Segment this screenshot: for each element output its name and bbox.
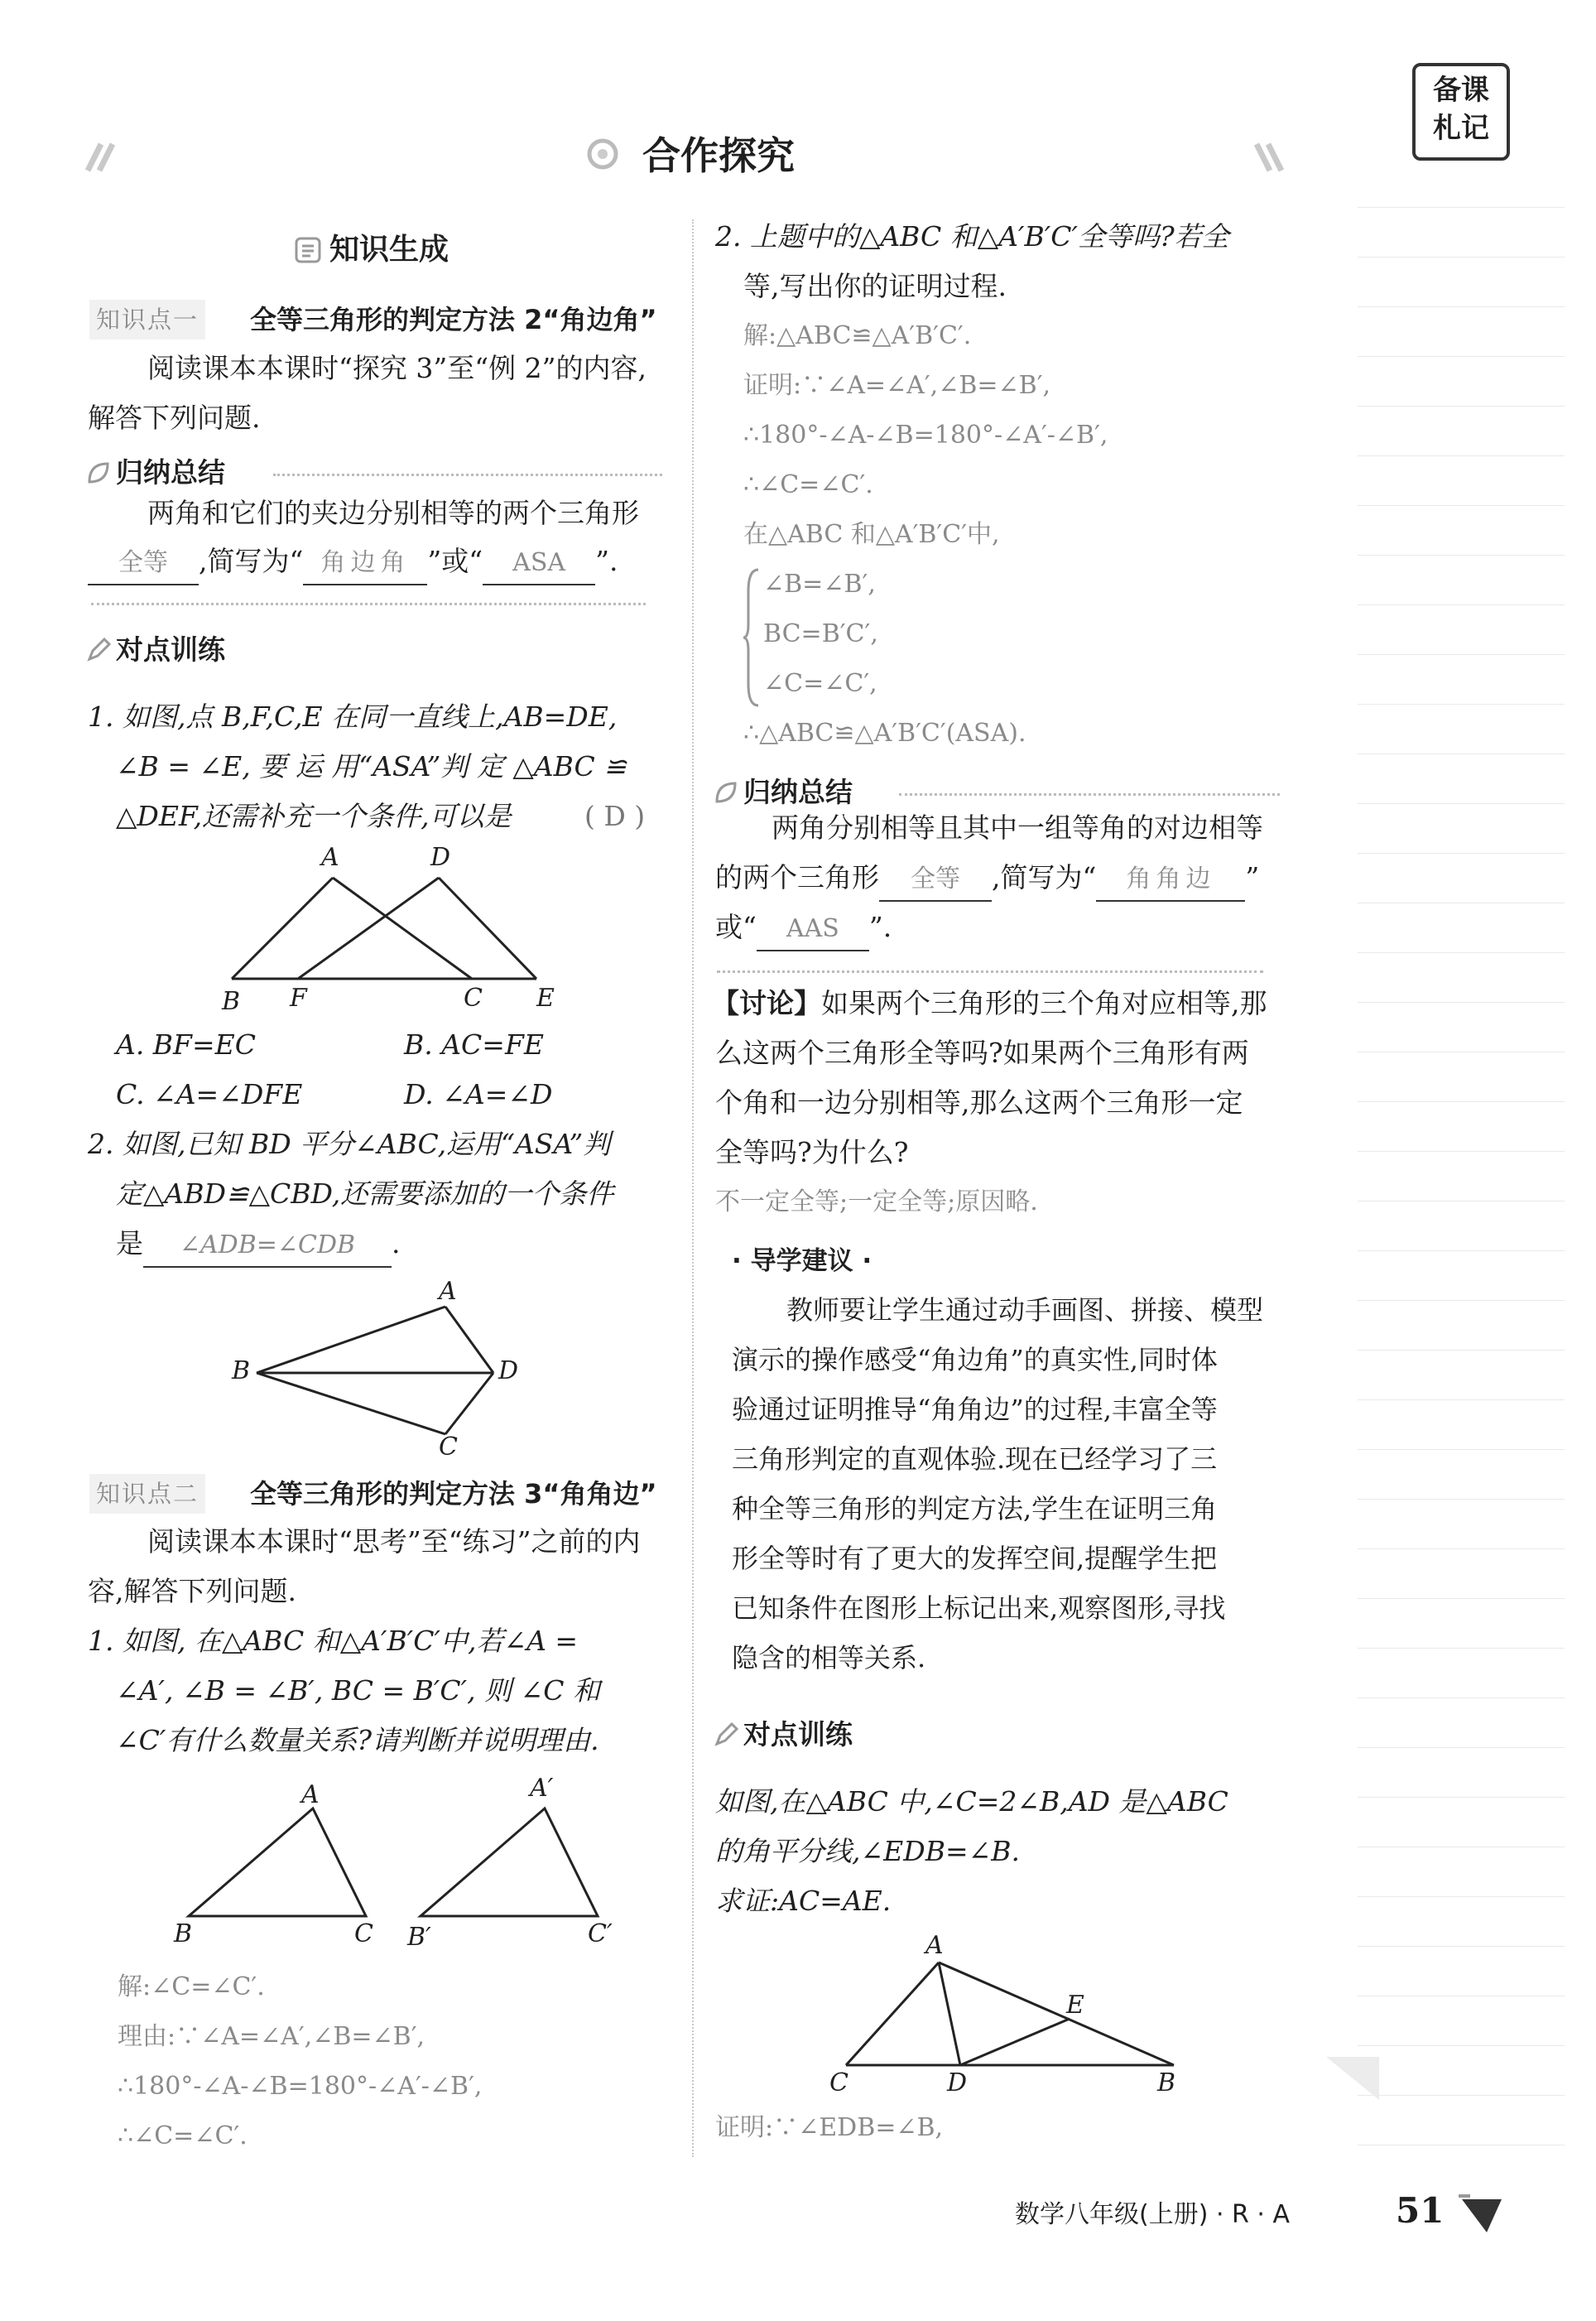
summary1-blank-congruent: 全等 (88, 542, 199, 585)
p1-q1-line1: 1. 如图,点 B,F,C,E 在同一直线上,AB=DE, (88, 701, 618, 733)
summary1-line2 (88, 537, 618, 586)
fig4-edge-ca (846, 1962, 939, 2065)
fig1-edge-ac (333, 878, 472, 979)
kp2-answer-1: 解:∠C=∠C′. (118, 1972, 265, 2001)
fig2-edge-ba (257, 1307, 445, 1373)
r-proof-8: ∴△ABC≌△A′B′C′(ASA). (743, 719, 1026, 748)
discuss-line1 (712, 979, 1267, 1028)
summary2-text5: ”. (868, 911, 892, 943)
summary2-title: 归纳总结 (743, 776, 853, 808)
column-divider (692, 219, 694, 2157)
kp1-intro-line1: 阅读课本本课时“探究 3”至“例 2”的内容, (147, 352, 647, 384)
fig3-triangle-abc (189, 1808, 366, 1916)
p1-q1-answer: ( D ) (584, 800, 646, 832)
figure-q2-kite (248, 1283, 513, 1441)
notes-badge (1412, 63, 1510, 161)
fig3-label-a: A (301, 1780, 320, 1809)
fig4-edge-ad (939, 1962, 960, 2065)
fig4-edge-de (960, 2019, 1070, 2065)
guide-line-0: 教师要让学生通过动手画图、拼接、模型 (786, 1294, 1264, 1326)
notes-badge-line2: 札记 (1433, 112, 1489, 145)
page-curl-decor (1324, 2054, 1382, 2103)
practice1-title: 对点训练 (116, 633, 225, 666)
practice2-proof-start: 证明:∵∠EDB=∠B, (715, 2113, 944, 2142)
fig2-label-d: D (498, 1356, 519, 1385)
notes-ruled-area (1358, 207, 1565, 2194)
p1-q1-option-a[interactable]: A. BF=EC (116, 1028, 256, 1061)
r-proof-2: ∴180°-∠A-∠B=180°-∠A′-∠B′, (743, 421, 1108, 450)
kp2-tag: 知识点二 (89, 1474, 205, 1514)
fig1-label-e: E (536, 984, 555, 1013)
r-q2-line1: 2. 上题中的△ABC 和△A′B′C′全等吗?若全 (715, 220, 1229, 253)
section-title-knowledge: 知识生成 (329, 233, 449, 267)
figure-practice2-triangle (836, 1938, 1200, 2087)
r-proof-6: BC=B′C′, (763, 619, 878, 648)
page-title: 合作探究 (642, 133, 795, 178)
summary2-text3: ” (1245, 861, 1260, 893)
r-proof-0: 解:△ABC≌△A′B′C′. (743, 321, 972, 350)
figure-q1-triangles (207, 845, 588, 1027)
kp1-title: 全等三角形的判定方法 2“角边角” (250, 304, 657, 335)
fig4-edge-ab (939, 1962, 1174, 2065)
fig2-edge-bc (257, 1373, 445, 1434)
guide-line-7: 隐含的相等关系. (732, 1642, 926, 1673)
discuss-line2: 么这两个三角形全等吗?如果两个三角形有两 (715, 1037, 1249, 1069)
guide-title: · 导学建议 · (732, 1246, 873, 1276)
p1-q1-option-c[interactable]: C. ∠A=∠DFE (116, 1078, 303, 1110)
header-swirl-icon (579, 132, 629, 174)
pencil-icon (86, 638, 111, 662)
guide-line-5: 形全等时有了更大的发挥空间,提醒学生把 (732, 1543, 1218, 1574)
fig2-label-b: B (232, 1356, 251, 1385)
slash-ornament-icon (83, 141, 132, 174)
fig4-label-a: A (925, 1931, 944, 1960)
summary1-blank-asa-name: 角边角 (303, 542, 427, 585)
guide-line-6: 已知条件在图形上标记出来,观察图形,寻找 (732, 1592, 1226, 1624)
practice2-line3: 求证:AC=AE. (715, 1885, 892, 1917)
kp1-intro-line2: 解答下列问题. (88, 402, 261, 434)
fig1-label-f: F (290, 984, 307, 1013)
fig3-label-a1: A′ (530, 1774, 554, 1803)
summary2-text2: ,简写为“ (992, 861, 1097, 893)
summary2-top-dots (899, 793, 1280, 796)
summary2-blank-aas-name: 角角边 (1096, 859, 1245, 902)
summary2-text1: 的两个三角形 (715, 861, 879, 893)
kp2-intro-line2: 容,解答下列问题. (88, 1575, 296, 1607)
r-proof-brace-icon (742, 566, 762, 709)
summary1-bottom-dots (91, 603, 646, 605)
discuss-line3: 个角和一边分别相等,那么这两个三角形一定 (715, 1086, 1243, 1119)
kp2-q1-line2: ∠A′, ∠B = ∠B′, BC = B′C′, 则 ∠C 和 (116, 1674, 600, 1707)
guide-line-3: 三角形判定的直观体验.现在已经学习了三 (732, 1443, 1218, 1475)
summary1-blank-asa: ASA (483, 542, 595, 585)
fig3-label-b1: B′ (407, 1923, 431, 1952)
kp2-intro-line1: 阅读课本本课时“思考”至“练习”之前的内 (147, 1525, 641, 1558)
fig1-label-a: A (321, 843, 339, 872)
p1-q1-option-b[interactable]: B. AC=FE (404, 1028, 544, 1061)
pencil-icon (714, 1722, 738, 1747)
page-number: 51 (1396, 2190, 1445, 2231)
fig1-edge-de (439, 878, 536, 979)
p1-q2-post: . (392, 1227, 401, 1259)
fig1-label-c: C (464, 984, 483, 1013)
practice2-line1: 如图,在△ABC 中,∠C=2∠B,AD 是△ABC (715, 1785, 1228, 1818)
fig1-label-b: B (222, 987, 241, 1016)
fig2-label-c: C (439, 1433, 458, 1461)
fig4-label-c: C (829, 2068, 848, 2097)
r-proof-5: ∠B=∠B′, (763, 570, 876, 599)
notes-badge-line1: 备课 (1433, 74, 1489, 107)
kp2-answer-2: 理由:∵∠A=∠A′,∠B=∠B′, (118, 2022, 425, 2051)
header-left-ornament (83, 141, 132, 174)
header-right-ornament (1250, 141, 1300, 174)
summary2-bottom-dots (717, 970, 1263, 973)
p1-q2-line2: 定△ABD≌△CBD,还需要添加的一个条件 (116, 1177, 614, 1210)
summary1-line1: 两角和它们的夹边分别相等的两个三角形 (147, 497, 639, 529)
kp2-q1-line3: ∠C′有什么数量关系?请判断并说明理由. (116, 1724, 599, 1756)
summary1-text3: ”. (595, 545, 618, 577)
discuss-text1: 如果两个三角形的三个角对应相等,那 (821, 987, 1267, 1019)
fig1-label-d: D (430, 843, 451, 872)
guide-line-4: 种全等三角形的判定方法,学生在证明三角 (732, 1493, 1218, 1524)
discuss-label: 【讨论】 (712, 987, 821, 1019)
discuss-line4: 全等吗?为什么? (715, 1136, 909, 1168)
leaf-icon (86, 460, 111, 485)
practice2-line2: 的角平分线,∠EDB=∠B. (715, 1835, 1020, 1867)
summary1-text2: ”或“ (427, 545, 483, 577)
p1-q1-line3: △DEF,还需补充一个条件,可以是 (116, 800, 512, 832)
summary2-line1: 两角分别相等且其中一组等角的对边相等 (772, 811, 1263, 844)
footer-arrow-icon (1457, 2191, 1507, 2237)
r-proof-3: ∴∠C=∠C′. (743, 470, 873, 499)
fig2-label-a: A (439, 1277, 457, 1306)
fig4-label-b: B (1157, 2068, 1176, 2097)
figure-kp2-triangles (174, 1789, 637, 1938)
fig4-label-e: E (1066, 1991, 1084, 2020)
summary2-line3 (715, 903, 892, 952)
kp1-tag: 知识点一 (89, 300, 205, 339)
slash-ornament-icon (1250, 141, 1300, 174)
summary2-blank-aas: AAS (757, 908, 869, 951)
p1-q2-line3 (116, 1219, 401, 1269)
r-q2-line2: 等,写出你的证明过程. (743, 270, 1007, 302)
practice2-title: 对点训练 (743, 1718, 853, 1750)
summary2-line2 (715, 853, 1259, 903)
discuss-answer: 不一定全等;一定全等;原因略. (715, 1187, 1038, 1216)
fig3-label-c: C (354, 1919, 373, 1948)
fig4-label-d: D (947, 2068, 968, 2097)
kp2-answer-3: ∴180°-∠A-∠B=180°-∠A′-∠B′, (118, 2072, 483, 2101)
kp2-q1-line1: 1. 如图, 在△ABC 和△A′B′C′中,若∠A = (88, 1625, 579, 1657)
fig3-triangle-a1b1c1 (421, 1808, 598, 1916)
fig3-label-c1: C′ (588, 1919, 613, 1948)
kp2-title: 全等三角形的判定方法 3“角角边” (250, 1478, 657, 1510)
guide-line-2: 验通过证明推导“角角边”的过程,丰富全等 (732, 1394, 1218, 1425)
p1-q2-blank: ∠ADB=∠CDB (143, 1225, 392, 1268)
r-proof-7: ∠C=∠C′, (763, 669, 877, 698)
p1-q2-line1: 2. 如图,已知 BD 平分∠ABC,运用“ASA”判 (88, 1128, 611, 1160)
p1-q1-option-d[interactable]: D. ∠A=∠D (404, 1078, 553, 1110)
p1-q2-pre: 是 (116, 1227, 143, 1259)
fig2-edge-ad (445, 1307, 493, 1373)
fig3-label-b: B (174, 1919, 193, 1948)
fig2-edge-cd (445, 1373, 493, 1434)
r-proof-1: 证明:∵∠A=∠A′,∠B=∠B′, (743, 371, 1051, 400)
guide-line-1: 演示的操作感受“角边角”的真实性,同时体 (732, 1344, 1218, 1375)
r-proof-4: 在△ABC 和△A′B′C′中, (743, 520, 1000, 549)
knowledge-section-icon (294, 236, 322, 264)
summary1-title: 归纳总结 (116, 456, 225, 489)
summary1-text1: ,简写为“ (199, 545, 304, 577)
summary2-text4: 或“ (715, 911, 757, 943)
kp2-answer-4: ∴∠C=∠C′. (118, 2121, 248, 2150)
p1-q1-line2: ∠B = ∠E, 要 运 用“ASA”判 定 △ABC ≌ (116, 750, 627, 782)
footer-book-info: 数学八年级(上册) · R · A (1015, 2200, 1290, 2229)
summary1-top-dots (273, 474, 662, 476)
leaf-icon (714, 780, 738, 805)
summary2-blank-congruent: 全等 (879, 859, 992, 902)
